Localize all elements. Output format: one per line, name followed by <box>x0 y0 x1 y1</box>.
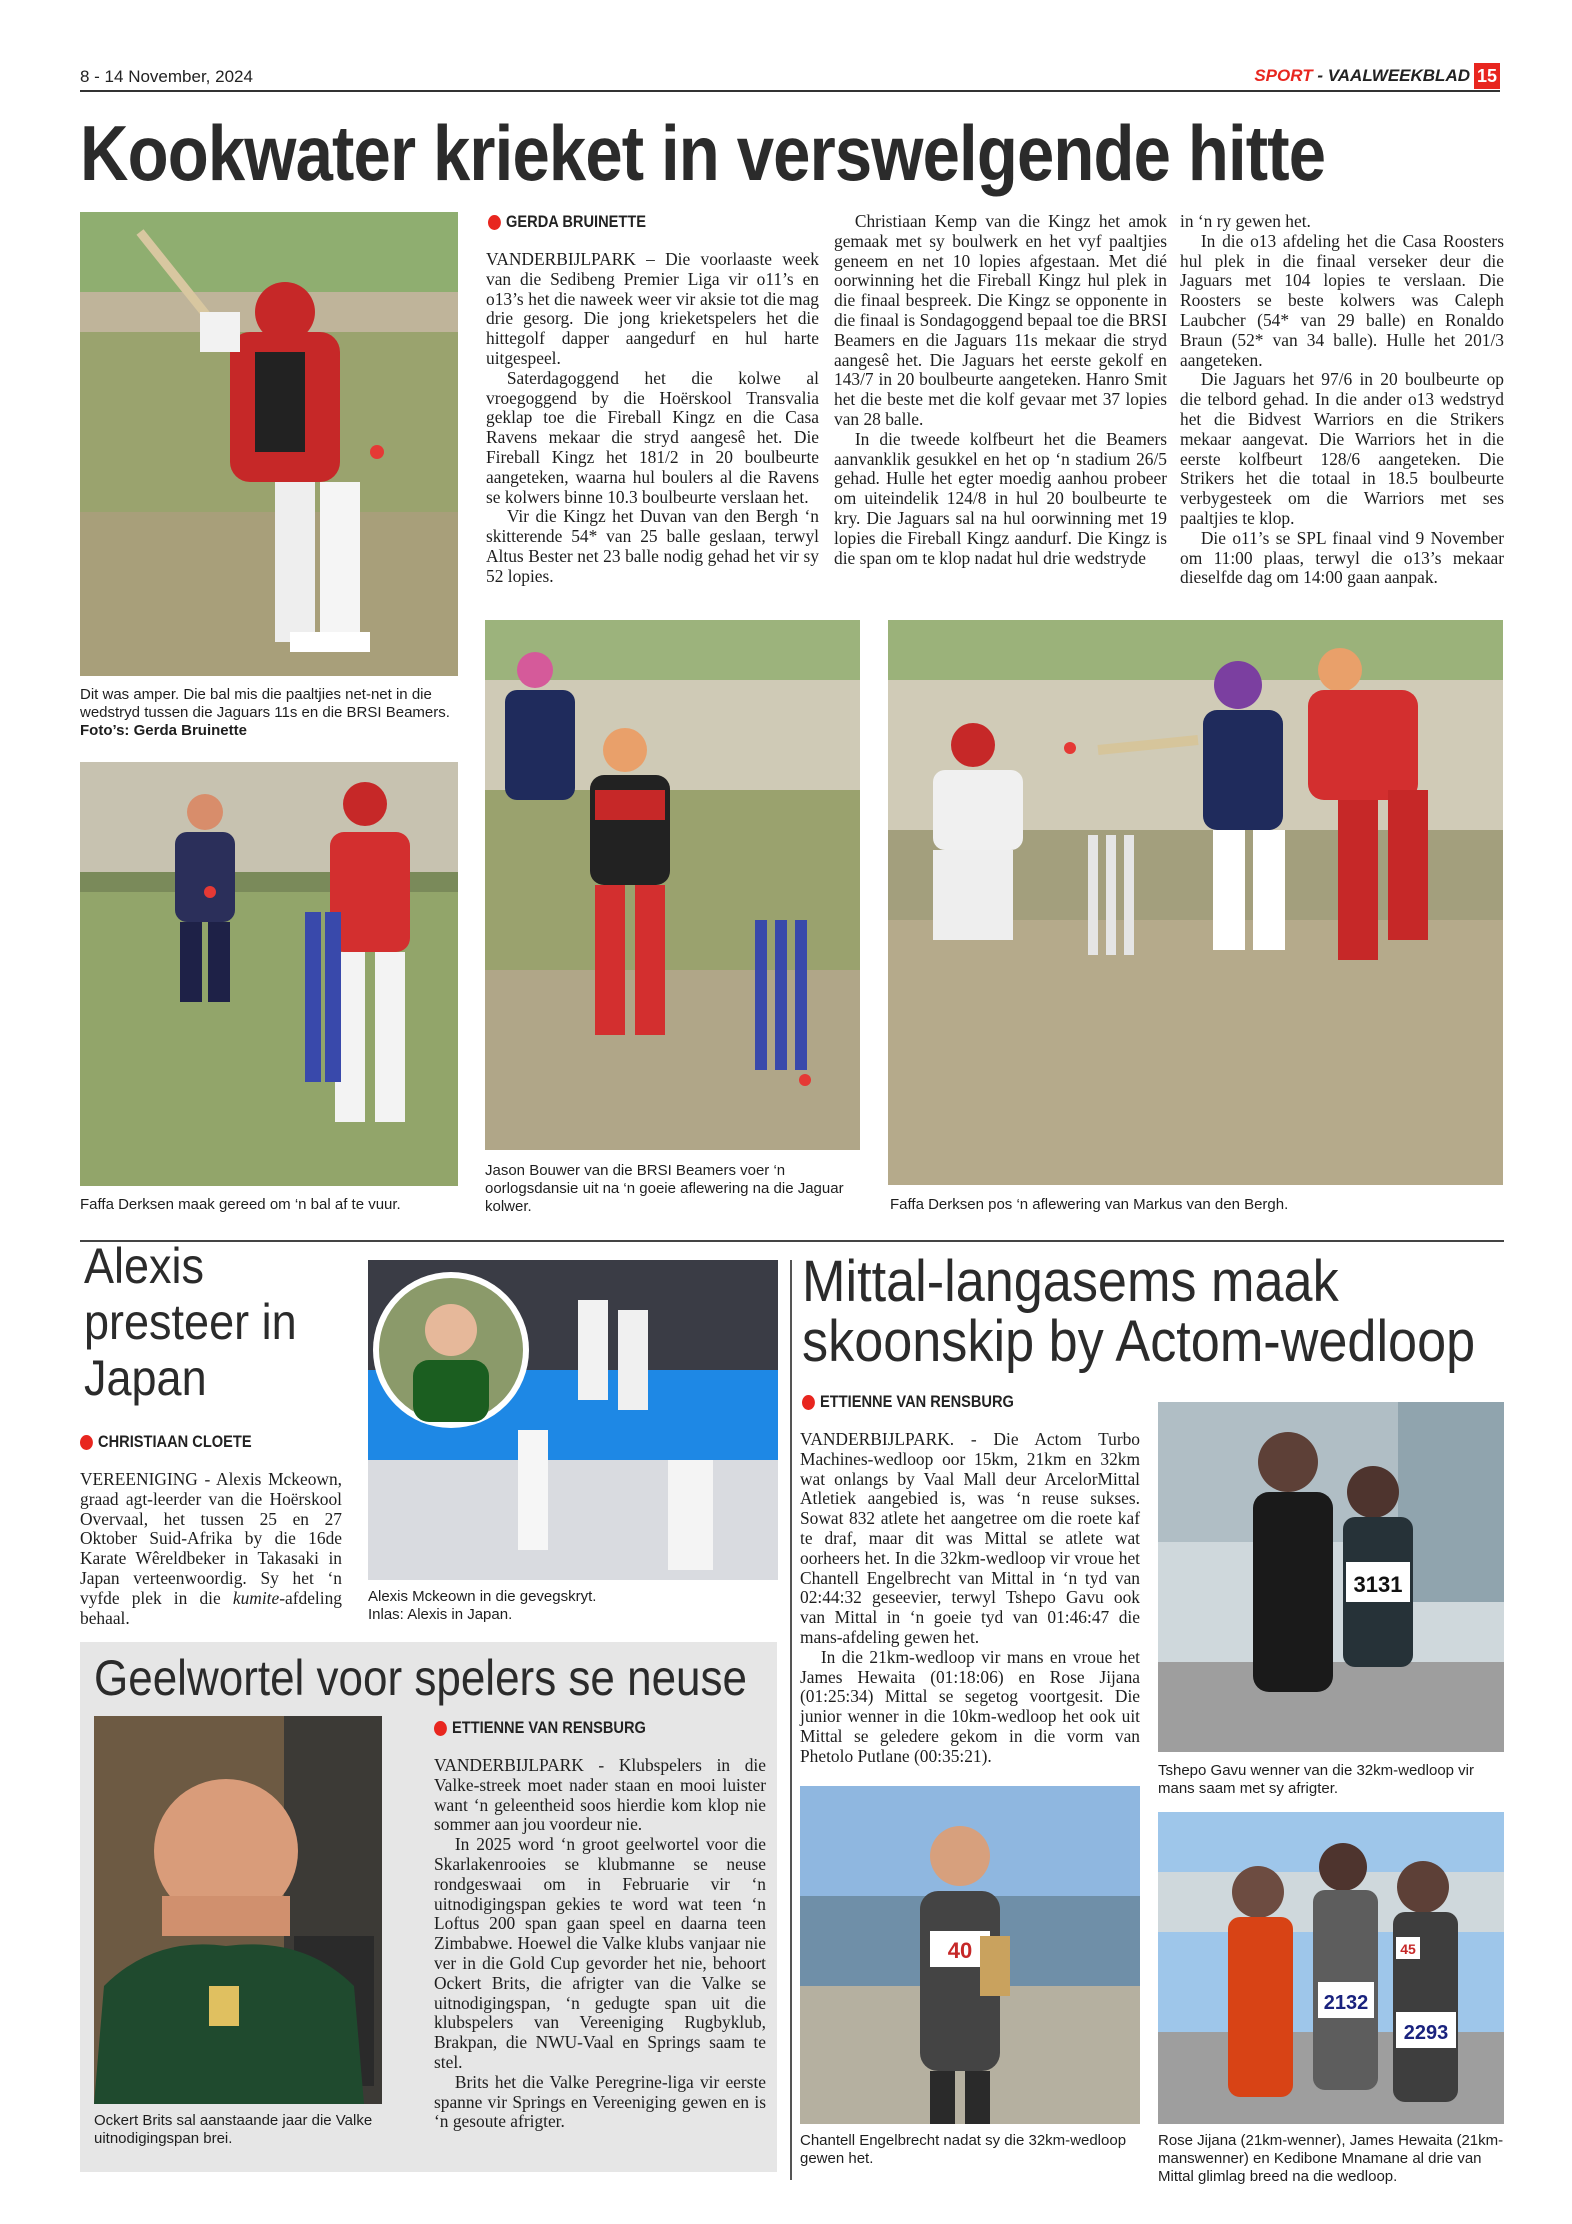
bib-chantell: 40 <box>947 1938 973 1963</box>
alexis-body-post: -afdeling behaal. <box>80 1587 342 1628</box>
caption-alexis <box>368 1588 778 1624</box>
mittal-body <box>800 1430 1140 1767</box>
cricket-col-2 <box>834 212 1167 568</box>
geelwortel-byline <box>434 1718 646 1738</box>
bullet-icon <box>80 1435 93 1450</box>
paper-name: VAALWEEKBLAD <box>1327 66 1470 85</box>
alexis-headline <box>84 1238 297 1406</box>
photo-jason-bouwer <box>485 620 860 1150</box>
cricket-byline-name: GERDA BRUINETTE <box>506 212 647 231</box>
caption-alexis-line: Alexis Mckeown in die gevegskryt. <box>368 1588 597 1605</box>
cricket-paragraph: Vir die Kingz het Duvan van den Bergh ‘n skitterende 54* van 25 balle geslaan, terwyl Altus Bester net 23 balle nodig gehad het vir sy 52 lopies. <box>486 506 819 586</box>
mittal-headline-line: skoonskip by Actom-wedloop <box>802 1309 1476 1374</box>
photo-chantell-engelbrecht <box>800 1786 1140 2124</box>
alexis-paragraph <box>80 1470 342 1628</box>
cricket-paragraph: Saterdagoggend het die kolwe al vroegoggend by die Hoërskool Transvalia geklap toe die Fireball Kingz en die Casa Ravens mekaar die stryd aangesê het. Die Fireball Kingz het 181/2 in 20 boulbeurte aangeteken, waarna hul boulers al die Ravens se kolwers binne 10.3 boulbeurte verslaan het. <box>486 367 819 507</box>
issue-date: 8 - 14 November, 2024 <box>80 67 253 86</box>
caption-batsman-miss <box>80 686 460 740</box>
cricket-paragraph: Christiaan Kemp van die Kingz het amok gemaak met sy boulwerk en het vyf paaltjies geneem en net 10 lopies afgestaan. Met dié oorwinning het die Fireball Kingz hul plek in die finaal bespreek. Die Kingz se opponente in die finaal is Sondagoggend bepaal toe die BRSI Beamers en die Jaguars 11s mekaar die stryd aangesê het. Die Jaguars het eerste gekolf en 143/7 in 20 boulbeurte aangeteken. Hanro Smit het die beste met die kolf gevaar met 37 lopies van 28 balle. <box>834 211 1167 429</box>
photo-faffa-delivery <box>888 620 1503 1185</box>
cricket-col-3 <box>1180 212 1504 588</box>
alexis-body <box>80 1470 342 1628</box>
mittal-headline <box>802 1249 1476 1374</box>
section-separator: - <box>1312 66 1328 85</box>
alexis-byline-name: CHRISTIAAN CLOETE <box>98 1432 252 1451</box>
photo-alexis-karate <box>368 1260 778 1580</box>
cricket-paragraph: In die o13 afdeling het die Casa Roosters hul plek in die finaal verseker deur die Jaguars met 104 lopies te verslaan. Die Roosters se beste kolwers was Caleph Laubcher (54* van 29 balle) en Ronaldo Braun (52* van 34 balle). Hulle het 201/3 aangeteken. <box>1180 230 1504 370</box>
bullet-icon <box>488 215 501 230</box>
caption-jason-bouwer: Jason Bouwer van die BRSI Beamers voer ‘n oorlogsdansie uit na ‘n goeie aflewering na die Jaguar kolwer. <box>485 1162 844 1215</box>
section-sport: SPORT <box>1254 66 1313 85</box>
bib-rose: 2293 <box>1403 2022 1449 2044</box>
bullet-icon <box>434 1721 447 1736</box>
column-divider <box>790 1260 792 2180</box>
caption-alexis-line: Inlas: Alexis in Japan. <box>368 1606 513 1623</box>
mittal-paragraph: In die 21km-wedloop vir mans en vroue het James Hewaita (01:18:06) en Rose Jijana (01:25:34) Mittal se segetog voortgesit. Die junior wenner in die 10km-wedloop het ook uit Mittal se geledere gekom in die vorm van Phetolo Putlane (00:35:21). <box>800 1646 1140 1766</box>
mittal-byline-name: ETTIENNE VAN RENSBURG <box>820 1392 1014 1411</box>
bib-james: 2132 <box>1323 1992 1369 2014</box>
caption-tshepo: Tshepo Gavu wenner van die 32km-wedloop vir mans saam met sy afrigter. <box>1158 1762 1475 1797</box>
alexis-headline-line: presteer in <box>84 1294 297 1350</box>
bib-rose-small: 45 <box>1400 1941 1416 1957</box>
mittal-byline <box>802 1392 1014 1412</box>
caption-faffa-delivery: Faffa Derksen pos ‘n aflewering van Markus van den Bergh. <box>890 1196 1289 1213</box>
cricket-paragraph: Die o11’s se SPL finaal vind 9 November om 11:00 plaas, terwyl die o13’s mekaar dieselfde dag om 14:00 gaan aanpak. <box>1180 527 1504 588</box>
page-number: 15 <box>1474 63 1500 89</box>
section-label <box>1254 66 1470 86</box>
cricket-byline <box>488 212 646 232</box>
header-rule <box>80 90 1500 92</box>
caption-rose-jijana: Rose Jijana (21km-wenner), James Hewaita (21km-manswenner) en Kedibone Mnamane al drie van Mittal glimlag breed na die wedloop. <box>1158 2132 1504 2185</box>
cricket-paragraph: in ‘n ry gewen het. <box>1180 211 1311 231</box>
cricket-headline: Kookwater krieket in verswelgende hitte <box>80 109 1326 197</box>
geelwortel-byline-name: ETTIENNE VAN RENSBURG <box>452 1718 646 1737</box>
cricket-col-1 <box>486 250 819 587</box>
cricket-paragraph: VANDERBIJLPARK – Die voorlaaste week van die Sedibeng Premier Liga vir o11’s en o13’s het die naweek weer vir aksie tot die mag drie gesorg. Die jong krieketspelers het die hittegolf dapper aangedurf en hul harte uitgespeel. <box>486 249 819 368</box>
caption-ockert-brits: Ockert Brits sal aanstaande jaar die Valke uitnodigingspan brei. <box>94 2112 373 2147</box>
bullet-icon <box>802 1395 815 1410</box>
photo-ockert-brits <box>94 1716 382 2104</box>
geelwortel-body <box>434 1756 766 2132</box>
geelwortel-paragraph: Brits het die Valke Peregrine-liga vir eerste spanne vir Springs en Vereeniging gewen en is ‘n gesoute afrigter. <box>434 2071 766 2132</box>
alexis-body-em: kumite <box>232 1587 280 1608</box>
caption-chantell: Chantell Engelbrecht nadat sy die 32km-wedloop gewen het. <box>800 2132 1127 2167</box>
photo-faffa-ready <box>80 762 458 1186</box>
caption-faffa-ready: Faffa Derksen maak gereed om ‘n bal af te vuur. <box>80 1196 401 1213</box>
alexis-byline <box>80 1432 252 1452</box>
geelwortel-paragraph: In 2025 word ‘n groot geelwortel voor die Skarlakenrooies se klubmanne se neuse rondgeswaai om in Februarie vir ‘n uitnodigingspan gekies te word wat teen ‘n Loftus 200 span gaan speel en daarna teen Zimbabwe. Hoewel die Valke klubs vanjaar nie ver in die Gold Cup gevorder het nie, behoort Ockert Brits, die afrigter van die Valke se uitnodigingspan, ‘n gedugte span uit die klubspelers van Vereeniging Rugbyklub, Brakpan, die NWU-Vaal en Springs saam te stel. <box>434 1834 766 2072</box>
photo-tshepo-gavu <box>1158 1402 1504 1752</box>
alexis-body-pre: VEREENIGING - Alexis Mckeown, graad agt-leerder van die Hoërskool Overvaal, het tussen 25 en 27 Oktober Suid-Afrika by die 16de Karate Wêreldbeker in Takasaki in Japan verteenwoordig. Sy het ‘n vyfde plek in die <box>80 1469 342 1608</box>
mittal-headline-line: Mittal-langasems maak <box>802 1249 1339 1314</box>
caption-batsman-miss-text: Dit was amper. Die bal mis die paaltjies net-net in die wedstryd tussen die Jaguars 11s en die BRSI Beamers. <box>80 686 450 721</box>
bib-tshepo: 3131 <box>1353 1572 1403 1597</box>
photo-credit: Foto’s: Gerda Bruinette <box>80 722 247 739</box>
photo-batsman-miss <box>80 212 458 676</box>
cricket-paragraph: Die Jaguars het 97/6 in 20 boulbeurte op die telbord gehad. In die ander o13 wedstryd het die Bidvest Warriors en die Strikers mekaar aangevat. Die Warriors het in die eerste kolfbeurt 128/6 aangeteken. Die Strikers het die totaal in 18.5 boulbeurte verbygesteek om die Warriors met ses paaltjies te klop. <box>1180 369 1504 528</box>
alexis-headline-line: Alexis <box>84 1238 205 1294</box>
alexis-headline-line: Japan <box>84 1350 207 1406</box>
photo-rose-jijana-group <box>1158 1812 1504 2124</box>
cricket-paragraph: In die tweede kolfbeurt het die Beamers aanvanklik gesukkel en het op ‘n stadium 26/5 gehad. Hulle het egter moedig aanhou probeer om uiteindelik 124/8 in hul 20 boulbeurte te kry. Die Jaguars sal na hul oorwinning met 19 lopies die Fireball Kingz aandurf. Die Kingz is die span om te klop nadat hul drie wedstryde <box>834 428 1167 568</box>
geelwortel-headline: Geelwortel voor spelers se neuse <box>94 1650 748 1706</box>
geelwortel-paragraph: VANDERBIJLPARK - Klubspelers in die Valke-streek moet nader staan en mooi luister want ‘n geleentheid soos hierdie kom klop nie sommer aan jou voordeur nie. <box>434 1755 766 1835</box>
mittal-paragraph: VANDERBIJLPARK. - Die Actom Turbo Machines-wedloop oor 15km, 21km en 32km wat onlangs by Vaal Mall deur ArcelorMittal Atletiek aangebied is, was ‘n reuse sukses. Sowat 832 atlete het aangetree om die roete kaf te draf, maar dit was Mittal se atlete wat oorheers het. In die 32km-wedloop vir vroue het Chantell Engelbrecht van Mittal in ‘n tyd van 02:44:32 geseevier, terwyl Tshepo Gavu ook van Mittal in ‘n goeie tyd van 01:46:47 die mans-afdeling gewen het. <box>800 1429 1140 1647</box>
